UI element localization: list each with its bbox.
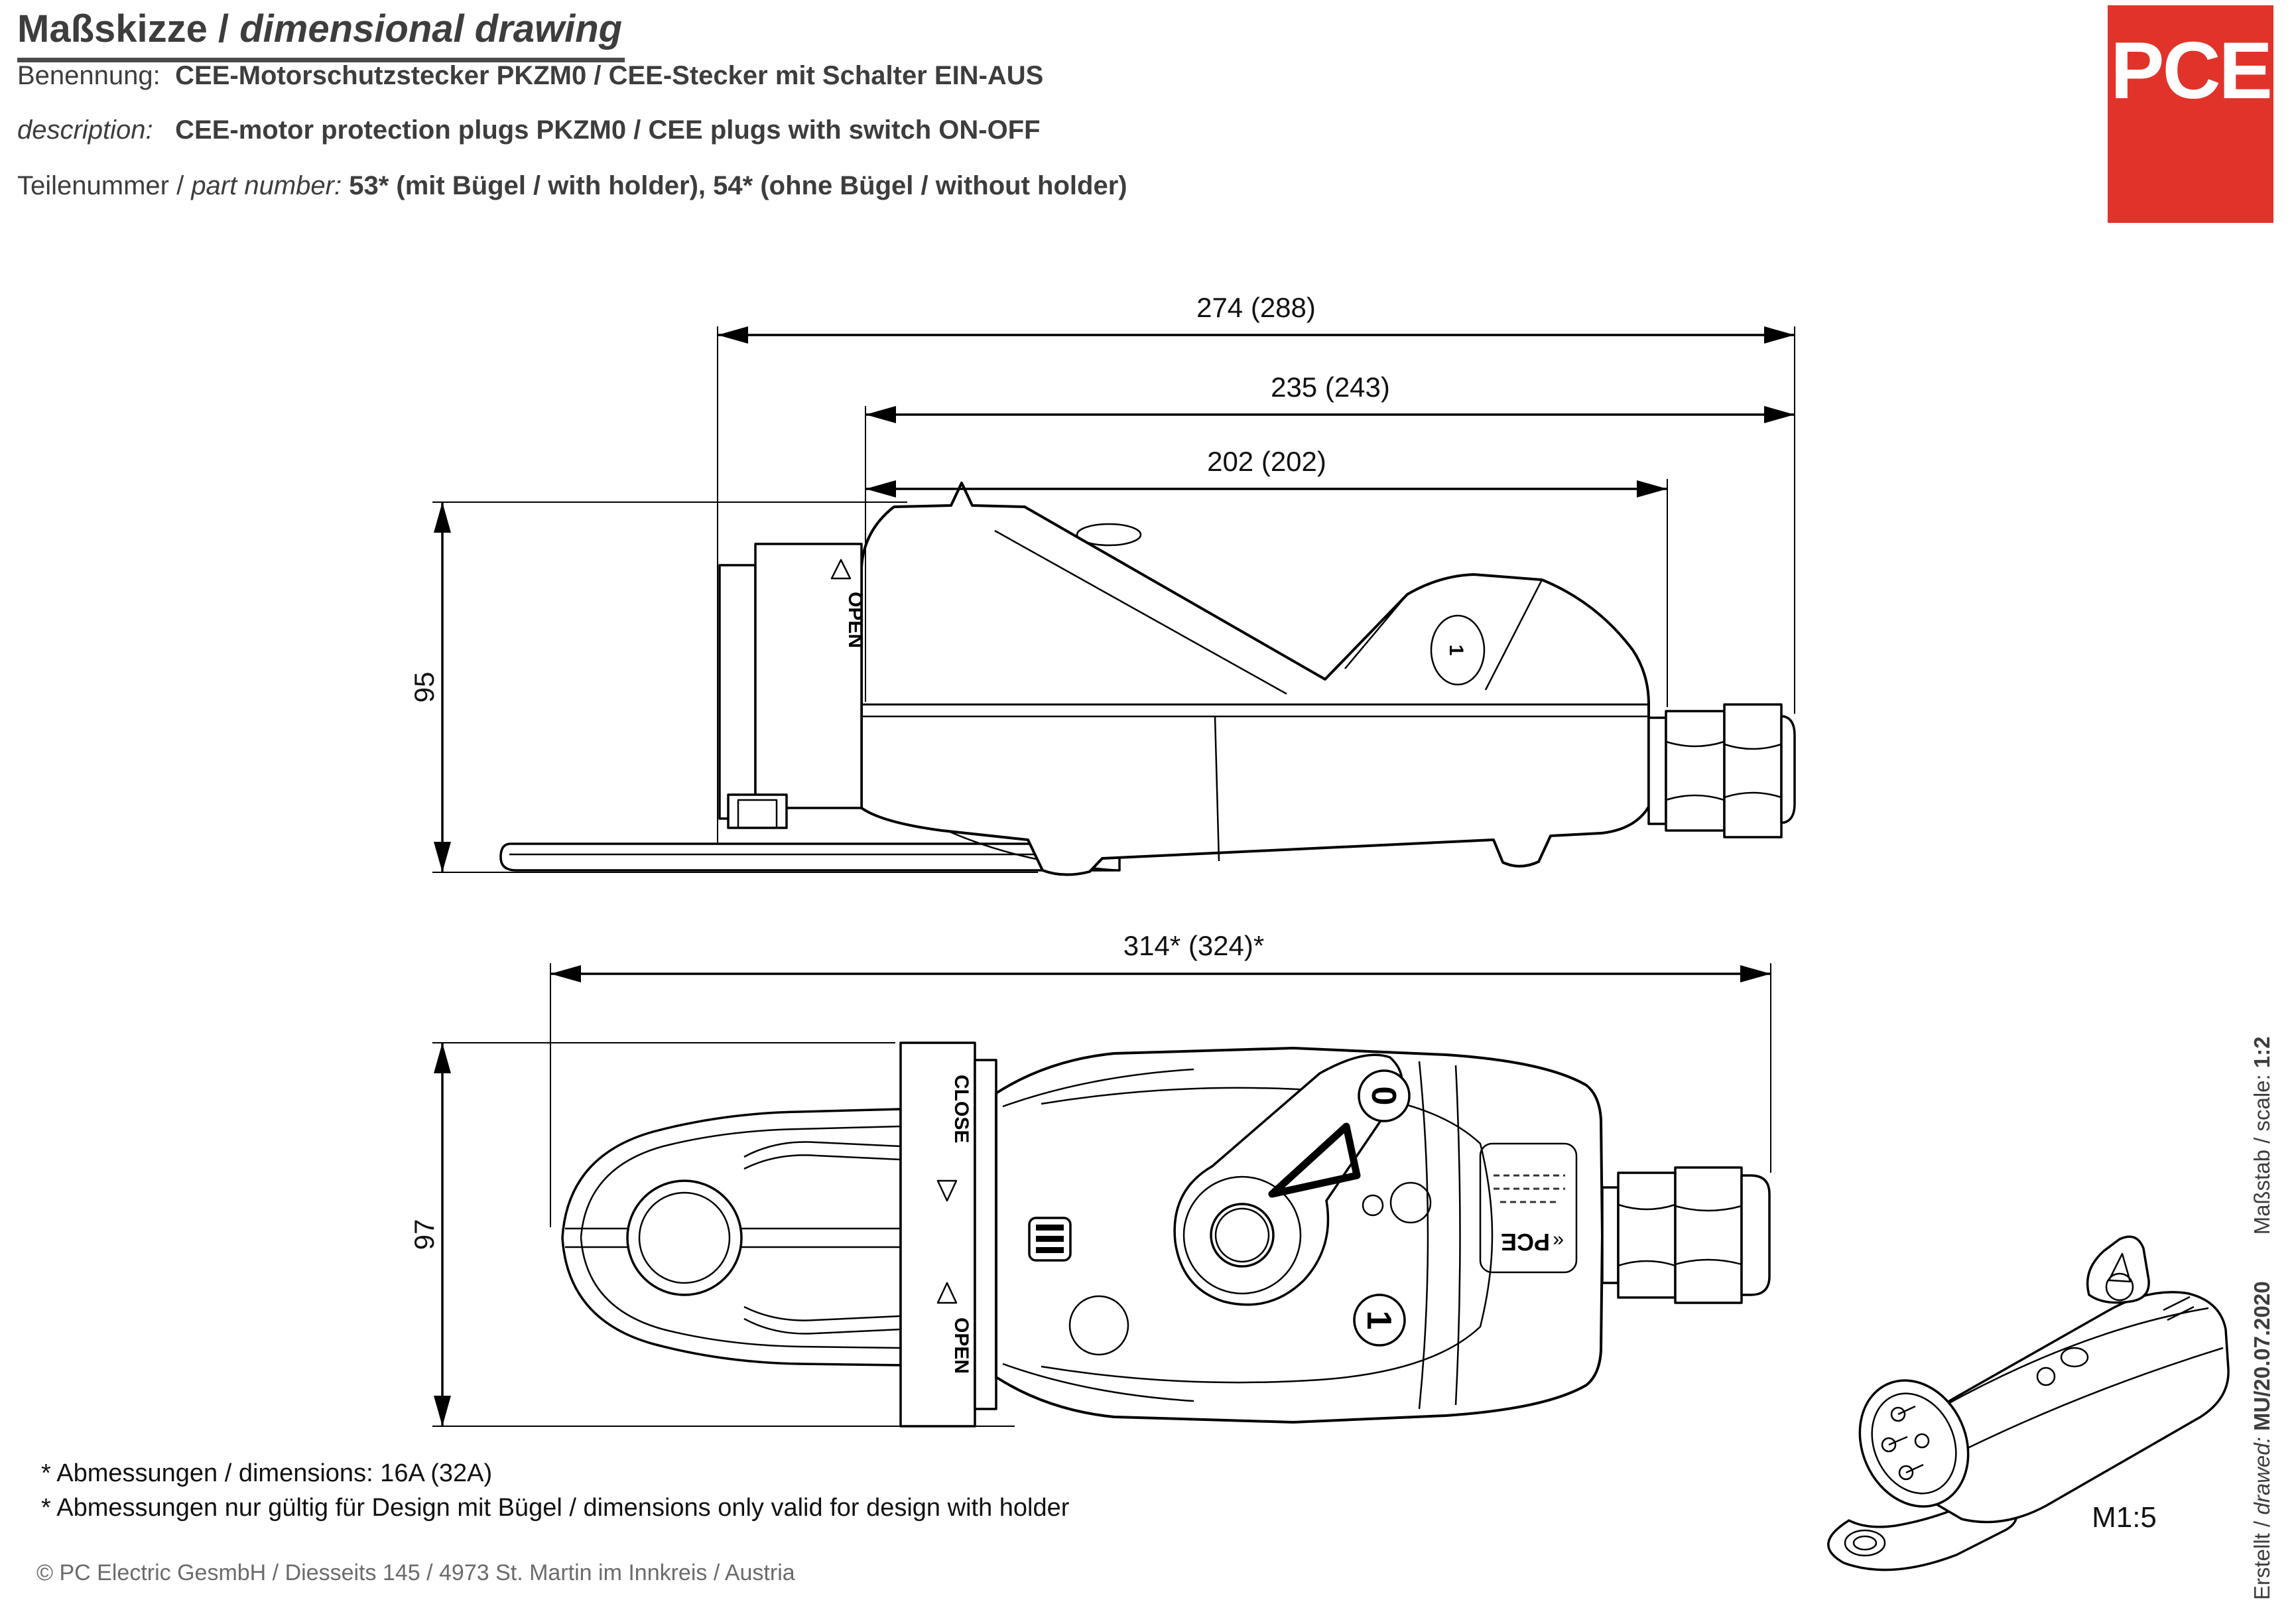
created-label-en: drawed: [2250,1431,2274,1515]
dimension-274-label: 274 (288) [1196,292,1316,323]
top-view-open-label: OPEN [950,1317,972,1374]
created-value: MU/20.07.2020 [2250,1281,2274,1432]
part-number-value: 53* (mit Bügel / with holder), 54* (ohne Bügel / without holder) [349,171,1127,200]
top-view-brand-label: PCE [1500,1229,1551,1256]
iso-view-drawing [1828,1236,2228,1569]
scale-label: Maßstab / scale: [2250,1068,2274,1235]
dimension-235 [865,371,1795,423]
description-label: description: [17,115,153,145]
top-view-body [996,1048,1602,1422]
side-view-drawing [409,292,1795,875]
footnote-dimensions: * Abmessungen / dimensions: 16A (32A) [41,1459,493,1487]
side-view-open-label: OPEN [844,592,866,649]
pce-logo [2108,5,2273,223]
top-view-switch-off-mark: 0 [1364,1086,1403,1106]
header-row-description [17,115,1041,145]
dimension-235-label: 235 (243) [1271,371,1390,403]
header-row-benennung [17,61,1043,91]
part-number-label-en: part number: [191,171,342,200]
copyright-line: © PC Electric GesmbH / Diesseits 145 / 4973 St. Martin im Innkreis / Austria [36,1560,795,1585]
dimension-274 [718,292,1795,344]
description-value: CEE-motor protection plugs PKZM0 / CEE plugs with switch ON-OFF [175,115,1041,145]
side-view-cable-gland [1649,704,1795,837]
top-view-holder [562,1109,901,1365]
dimension-314 [550,930,1771,982]
dimension-95-label: 95 [409,671,440,703]
top-view-close-label: CLOSE [950,1075,972,1144]
dimension-202 [865,446,1667,498]
side-view-flange [720,544,866,828]
side-view-switch-on-mark: 1 [1445,644,1467,656]
benennung-value: CEE-Motorschutzstecker PKZM0 / CEE-Stecker mit Schalter EIN-AUS [175,61,1044,90]
dimension-314-label: 314* (324)* [1123,930,1265,961]
top-view-drawing [409,930,1771,1426]
page-title-en: dimensional drawing [239,7,623,50]
page-title-de: Maßskizze / [17,7,240,50]
dimension-202-label: 202 (202) [1207,446,1326,477]
footnote-holder-validity: * Abmessungen nur gültig für Design mit Bügel / dimensions only valid for design with holder [41,1494,1070,1522]
iso-view-scale-label: M1:5 [2092,1501,2157,1534]
benennung-label: Benennung: [17,61,160,90]
part-number-label-de: Teilenummer / [17,171,192,200]
header-row-part-number [17,171,1127,201]
pce-logo-text: PCE [2110,25,2271,115]
page-title [17,7,625,62]
top-view-flange [901,1043,996,1426]
dimension-95 [409,502,451,872]
top-view-cable-gland [1602,1168,1769,1303]
top-view-switch-on-mark: 1 [1360,1310,1398,1330]
dimension-97-label: 97 [409,1219,440,1250]
created-label: Erstellt / [2250,1514,2274,1600]
dimension-97 [409,1043,451,1426]
side-view-body [861,483,1649,875]
scale-value: 1:2 [2250,1036,2274,1069]
top-view-brand-chevron: « [1553,1231,1564,1252]
title-block-side-text [2250,1036,2275,1600]
